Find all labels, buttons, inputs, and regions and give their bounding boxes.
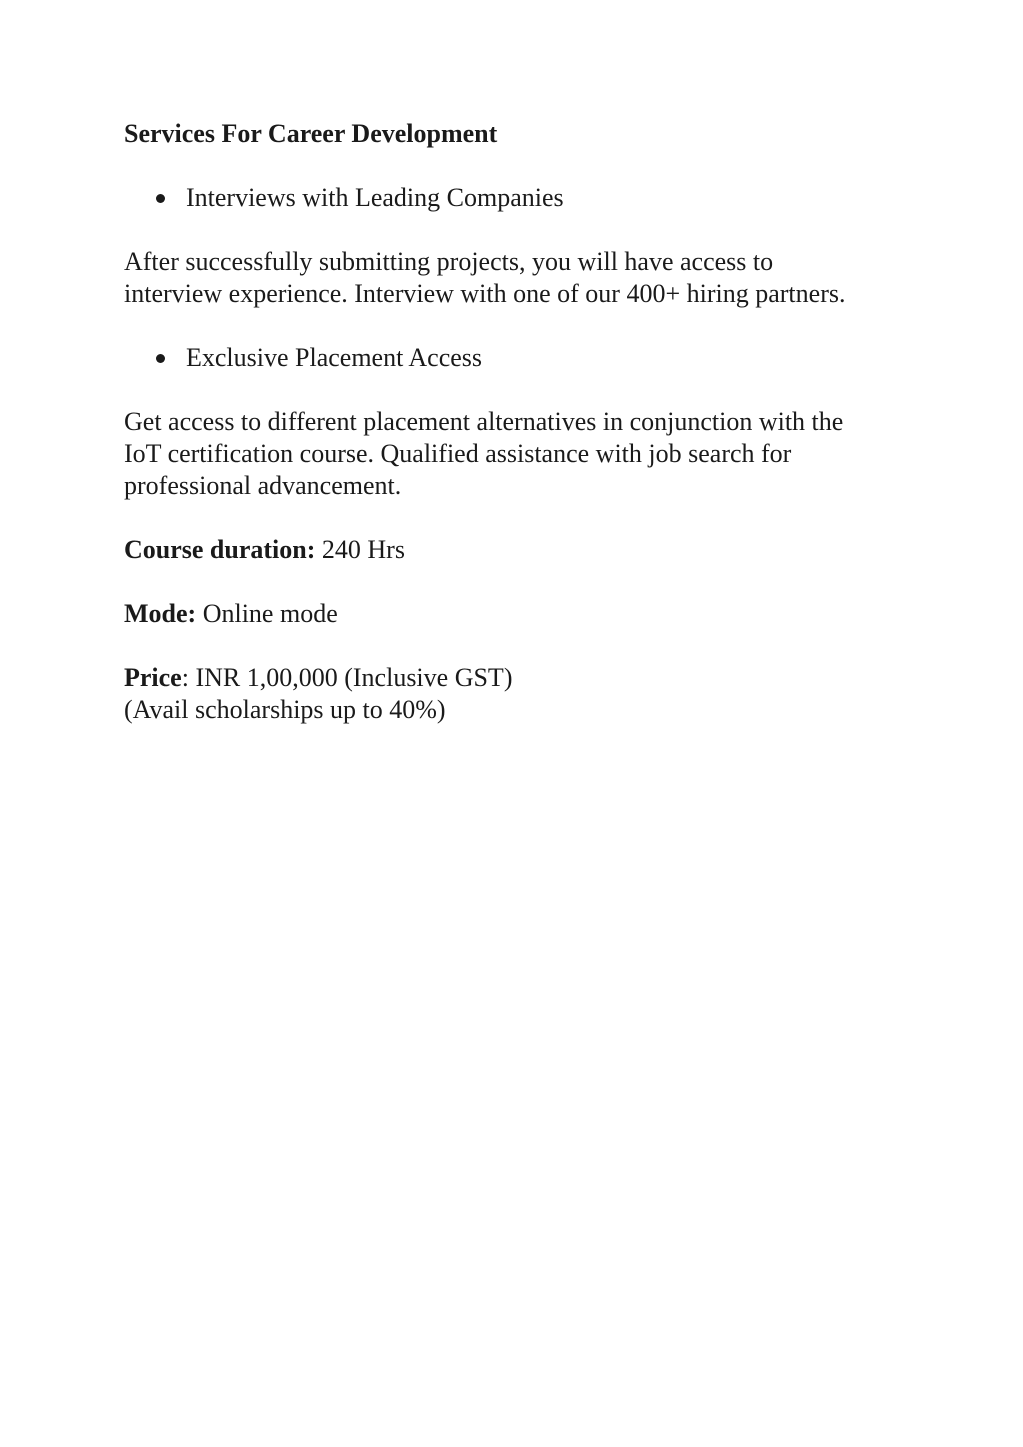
spacer (124, 502, 904, 534)
spacer (124, 566, 904, 598)
price-label: Price (124, 663, 182, 692)
mode-label: Mode: (124, 599, 197, 628)
list-item-label: Interviews with Leading Companies (186, 183, 564, 212)
duration-value: 240 Hrs (315, 535, 405, 564)
page-title: Services For Career Development (124, 119, 498, 148)
document-page (124, 118, 904, 726)
bullet-icon (156, 194, 165, 203)
course-mode (124, 598, 904, 630)
spacer (124, 150, 904, 182)
spacer (124, 310, 904, 342)
scholarship-note: (Avail scholarships up to 40%) (124, 695, 446, 724)
paragraph-line: professional advancement. (124, 471, 402, 500)
bullet-icon (156, 354, 165, 363)
spacer (124, 630, 904, 662)
spacer (124, 374, 904, 406)
paragraph-line: After successfully submitting projects, you will have access to (124, 247, 774, 276)
list-item-label: Exclusive Placement Access (186, 343, 483, 372)
list-item-interviews (124, 182, 904, 214)
mode-value: Online mode (196, 599, 338, 628)
price-value: : INR 1,00,000 (Inclusive GST) (181, 663, 513, 692)
paragraph-line: IoT certification course. Qualified assistance with job search for (124, 439, 792, 468)
duration-label: Course duration: (124, 535, 316, 564)
list-item-placement (124, 342, 904, 374)
course-duration (124, 534, 904, 566)
spacer (124, 214, 904, 246)
paragraph-line: Get access to different placement alternatives in conjunction with the (124, 407, 844, 436)
paragraph-line: interview experience. Interview with one of our 400+ hiring partners. (124, 279, 846, 308)
course-price (124, 662, 904, 694)
